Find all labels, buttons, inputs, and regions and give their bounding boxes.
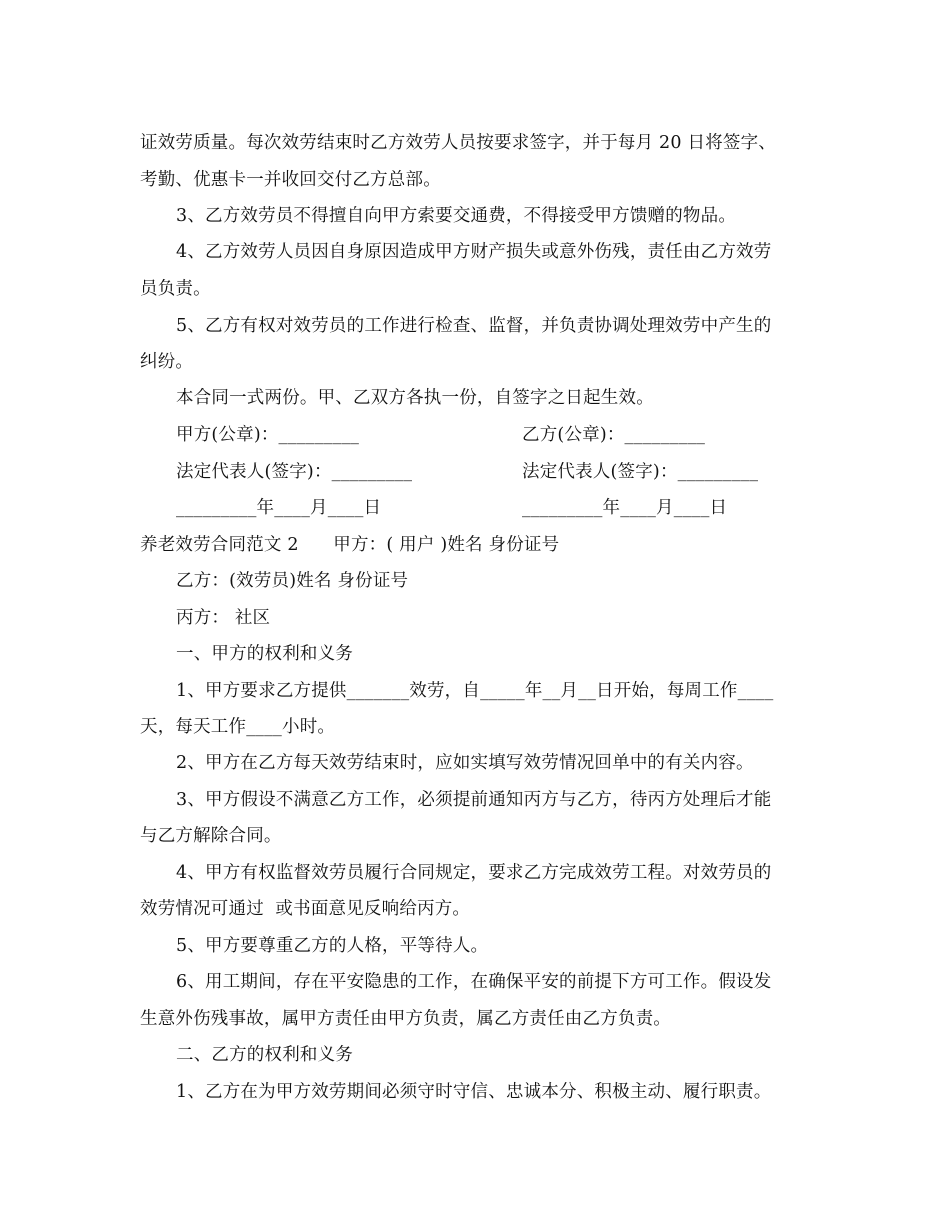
section-heading-party-b: 二、乙方的权利和义务 [176,1045,353,1065]
clause-5-line: 5、乙方有权对效劳员的工作进行检查、监督，并负责协调处理效劳中产生的 [176,316,772,336]
section-heading-party-a: 一、甲方的权利和义务 [176,644,353,664]
clause-line: 天，每天工作____小时。 [140,717,336,737]
party-a-seal: 甲方(公章)：_________ [176,425,360,445]
clause-line: 3、甲方假设不满意乙方工作，必须提前通知丙方与乙方，待丙方处理后才能 [176,790,772,810]
clause-line: 5、甲方要尊重乙方的人格，平等待人。 [176,936,489,956]
party-b-date: _________年____月____日 [522,498,728,518]
clause-line: 1、乙方在为甲方效劳期间必须守时守信、忠诚本分、积极主动、履行职责。 [176,1082,772,1102]
paragraph-line: 考勤、优惠卡一并收回交付乙方总部。 [140,170,441,190]
paragraph-line: 纠纷。 [140,352,194,372]
clause-line: 6、用工期间，存在平安隐患的工作，在确保平安的前提下方可工作。假设发 [176,972,772,992]
party-a-representative: 法定代表人(签字)：_________ [176,462,413,482]
party-b-seal: 乙方(公章)：_________ [522,425,706,445]
paragraph-line: 证效劳质量。每次效劳结束时乙方效劳人员按要求签字，并于每月 20 日将签字、 [140,133,776,153]
paragraph-line: 员负责。 [140,279,211,299]
clause-line: 与乙方解除合同。 [140,826,282,846]
clause-line: 4、甲方有权监督效劳员履行合同规定，要求乙方完成效劳工程。对效劳员的 [176,863,772,883]
section-title-contract-2: 养老效劳合同范文 2 甲方：( 用户 )姓名 身份证号 [140,535,560,555]
clause-line: 生意外伤残事故，属甲方责任由甲方负责，属乙方责任由乙方负责。 [140,1009,671,1029]
clause-line: 2、甲方在乙方每天效劳结束时，应如实填写效劳情况回单中的有关内容。 [176,753,754,773]
clause-line: 效劳情况可通过 或书面意见反响给丙方。 [140,899,471,919]
clause-3-line: 3、乙方效劳员不得擅自向甲方索要交通费，不得接受甲方馈赠的物品。 [176,206,737,226]
party-b-representative: 法定代表人(签字)：_________ [522,462,759,482]
contract-copies-line: 本合同一式两份。甲、乙双方各执一份，自签字之日起生效。 [176,388,654,408]
party-a-date: _________年____月____日 [176,498,382,518]
party-b-info: 乙方：(效劳员)姓名 身份证号 [176,571,409,591]
clause-line: 1、甲方要求乙方提供_______效劳，自_____年__月__日开始，每周工作____ [176,681,774,701]
clause-4-line: 4、乙方效劳人员因自身原因造成甲方财产损失或意外伤残，责任由乙方效劳 [176,242,772,262]
party-c-info: 丙方： 社区 [176,608,271,628]
